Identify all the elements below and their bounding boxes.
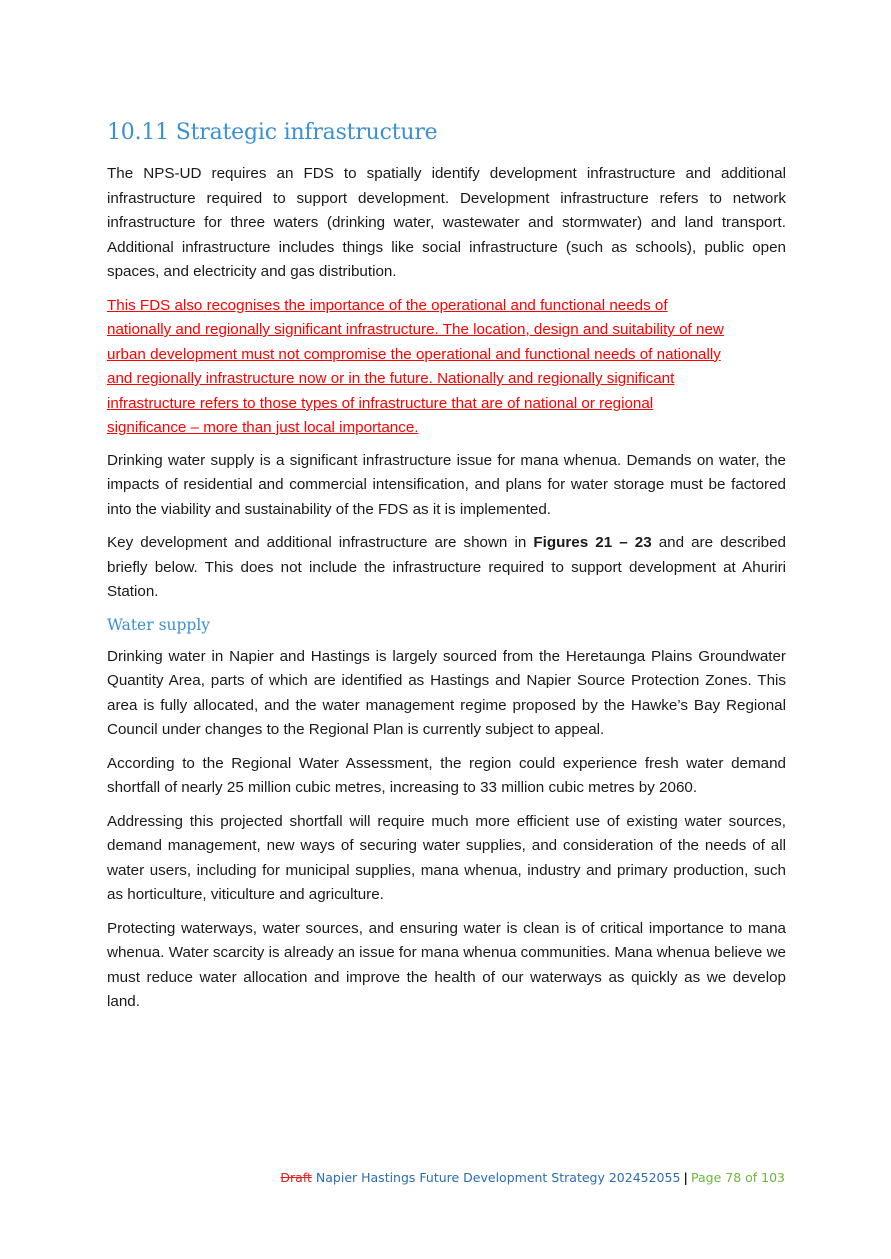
key-text-before: Key development and additional infrastructure are shown in <box>107 534 534 551</box>
inserted-line: infrastructure refers to those types of infrastructure that are of national or regional <box>107 394 654 412</box>
paragraph-shortfall: Addressing this projected shortfall will require much more efficient use of existing water sources, demand management, new ways of securing water supplies, and consideration of the needs of all water users, including for municipal supplies, mana whenua, industry and primary production, such as horticulture, viticulture and agriculture. <box>107 812 786 903</box>
paragraph-protecting-waterways: Protecting waterways, water sources, and ensuring water is clean is of critical importance to mana whenua. Water scarcity is already an issue for mana whenua communities. Mana whenua believe we must reduce water allocation and improve the health of our waterways as quickly as we develop land. <box>107 919 786 1010</box>
page-footer <box>280 1170 785 1185</box>
key-text-after: and are described briefly below. This does not include the infrastructure required to support development at Ahuriri Station. <box>107 534 786 600</box>
draft-strikethrough: Draft <box>280 1170 312 1185</box>
paragraph-key-infrastructure <box>107 531 786 605</box>
paragraph-nps-ud: The NPS-UD requires an FDS to spatially identify development infrastructure and additional infrastructure required to support development. Development infrastructure refers to network infrastructure for three waters (drinking water, wastewater and stormwater) and land transport. Additional infrastructure includes things like social infrastructure (such as schools), public open spaces, and electricity and gas distribution. <box>107 165 786 280</box>
inserted-paragraph <box>107 294 786 441</box>
inserted-line: significance – more than just local importance. <box>107 419 419 436</box>
figures-reference: Figures 21 – 23 <box>533 534 652 551</box>
paragraph-water-assessment: According to the Regional Water Assessment, the region could experience fresh water demand shortfall of nearly 25 million cubic metres, increasing to 33 million cubic metres by 2060. <box>107 754 786 796</box>
inserted-line: nationally and regionally significant infrastructure. The location, design and suitability of new <box>107 321 724 338</box>
page-content <box>107 118 786 1024</box>
footer-separator: | <box>683 1170 688 1185</box>
inserted-line: This FDS also recognises the importance of the operational and functional needs of <box>107 296 668 314</box>
subheading-water-supply: Water supply <box>107 615 211 634</box>
paragraph-water-source: Drinking water in Napier and Hastings is largely sourced from the Heretaunga Plains Groundwater Quantity Area, parts of which are identified as Hastings and Napier Source Protection Zones. This area is fully allocated, and the water management regime proposed by the Hawke’s Bay Regional Council under changes to the Regional Plan is currently subject to appeal. <box>107 647 786 738</box>
page-number: Page 78 of 103 <box>691 1170 785 1185</box>
inserted-line: and regionally infrastructure now or in the future. Nationally and regionally significant <box>107 370 675 387</box>
footer-title: Napier Hastings Future Development Strategy 202452055 <box>311 1170 681 1185</box>
paragraph-drinking-water: Drinking water supply is a significant infrastructure issue for mana whenua. Demands on water, the impacts of residential and commercial intensification, and plans for water storage must be factored into the viability and sustainability of the FDS as it is implemented. <box>107 451 786 518</box>
inserted-line: urban development must not compromise the operational and functional needs of nationally <box>107 345 721 363</box>
section-heading: 10.11 Strategic infrastructure <box>107 120 438 145</box>
